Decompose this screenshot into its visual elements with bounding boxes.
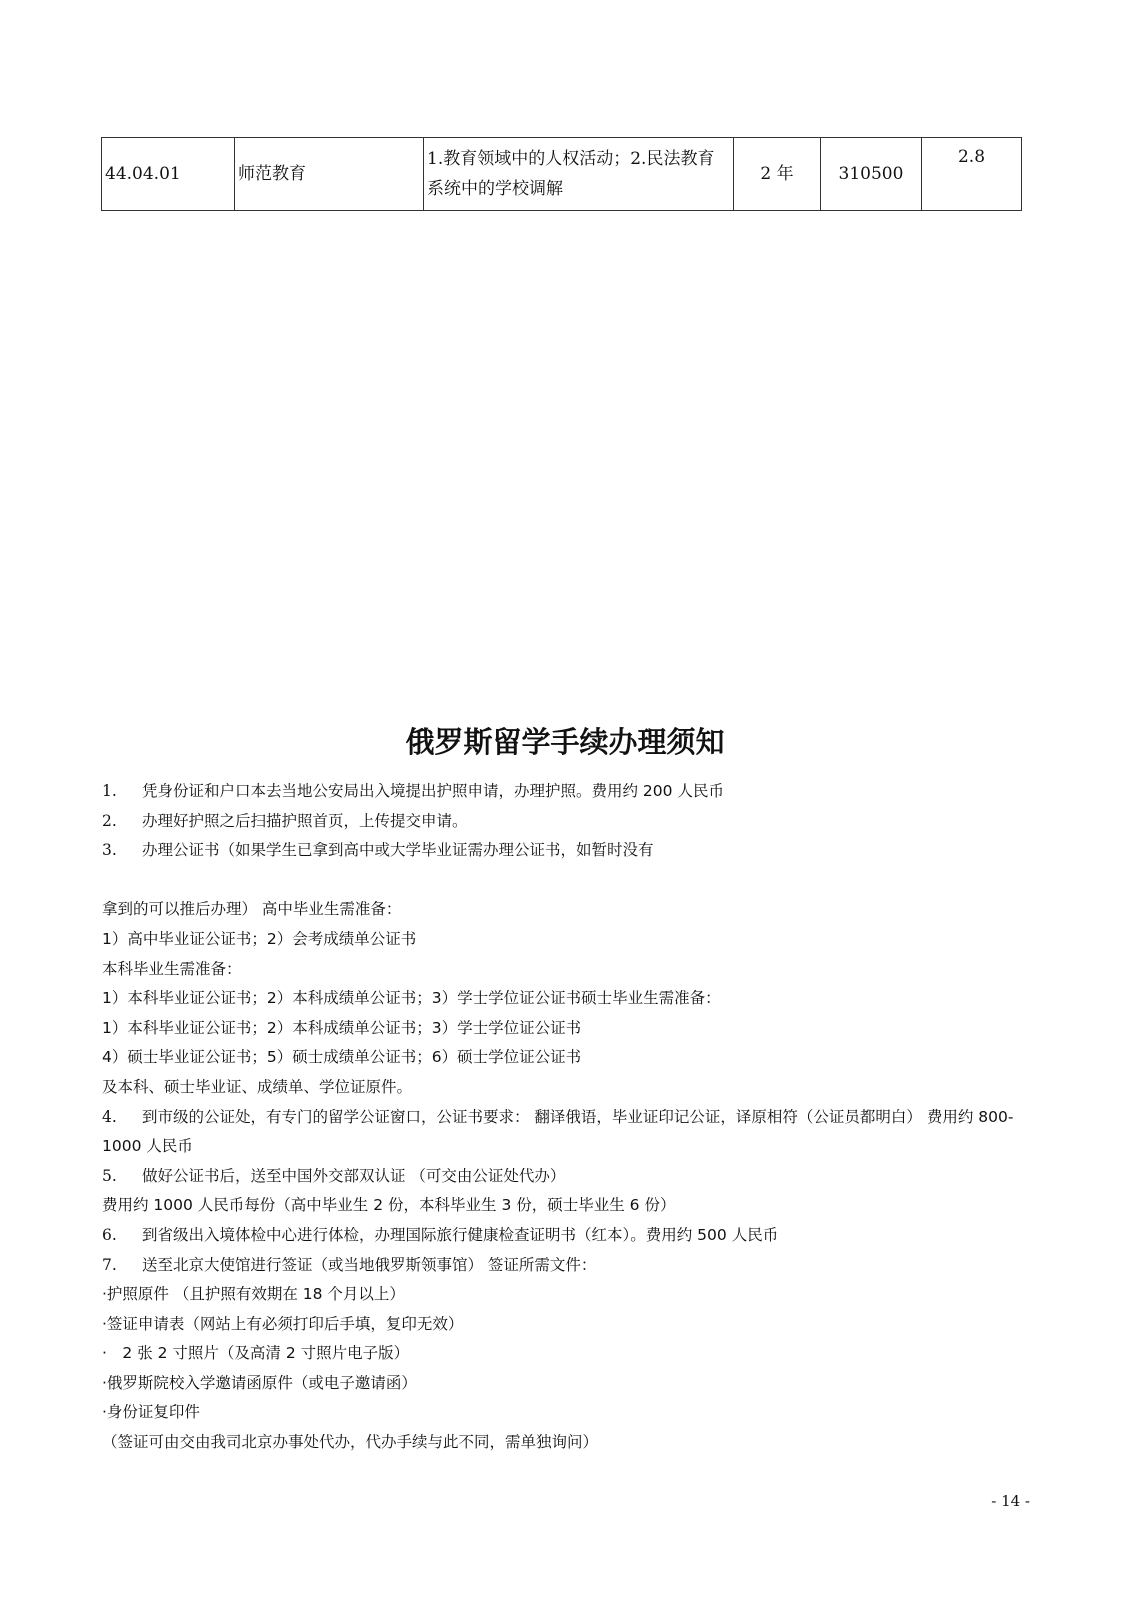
program-major: 师范教育	[235, 138, 424, 211]
step-text: 凭身份证和户口本去当地公安局出入境提出护照申请，办理护照。费用约 200 人民币	[142, 782, 724, 800]
program-score: 2.8	[922, 138, 1022, 211]
step-1	[102, 777, 1032, 807]
step-number: 7.	[102, 1255, 117, 1274]
step-text: 到省级出入境体检中心进行体检，办理国际旅行健康检查证明书（红本）。费用约 500 人民币	[142, 1225, 779, 1244]
notarization-line: 1）本科毕业证公证书；2）本科成绩单公证书；3）学士学位证公证书硕士毕业生需准备：	[102, 989, 721, 1008]
visa-doc-item: ·护照原件 （且护照有效期在 18 个月以上）	[102, 1285, 405, 1304]
notarization-line: 本科毕业生需准备：	[102, 959, 242, 978]
visa-doc-item: ·身份证复印件	[102, 1403, 200, 1422]
step-number: 6.	[102, 1225, 117, 1244]
notarization-line: 4）硕士毕业证公证书；5）硕士成绩单公证书；6）硕士学位证公证书	[102, 1048, 582, 1067]
step-text: 到市级的公证处，有专门的留学公证窗口，公证书要求： 翻译俄语，毕业证印记公证，译原相符（公证员都明白） 费用约 800-1000 人民币	[102, 1107, 1014, 1156]
step-text: 送至北京大使馆进行签证（或当地俄罗斯领事馆） 签证所需文件：	[142, 1255, 597, 1274]
step-text: 办理公证书（如果学生已拿到高中或大学毕业证需办理公证书，如暂时没有	[142, 841, 654, 860]
step-text: 办理好护照之后扫描护照首页，上传提交申请。	[142, 811, 468, 830]
step-number: 1.	[102, 782, 117, 800]
step-number: 4.	[102, 1107, 117, 1126]
program-fee: 310500	[821, 138, 922, 211]
program-direction: 1.教育领域中的人权活动；2.民法教育系统中的学校调解	[424, 138, 734, 211]
step-5-fee: 费用约 1000 人民币每份（高中毕业生 2 份，本科毕业生 3 份，硕士毕业生 6 份）	[102, 1196, 676, 1215]
program-duration: 2 年	[734, 138, 821, 211]
notarization-line: 拿到的可以推后办理） 高中毕业生需准备：	[102, 900, 402, 919]
step-3	[102, 836, 1032, 866]
guide-body	[102, 777, 1032, 1458]
program-table	[101, 137, 1022, 211]
notarization-line: 1）本科毕业证公证书；2）本科成绩单公证书；3）学士学位证公证书	[102, 1018, 582, 1037]
visa-doc-item: ·俄罗斯院校入学邀请函原件（或电子邀请函）	[102, 1373, 417, 1392]
step-6	[102, 1221, 1032, 1251]
step-7	[102, 1251, 1032, 1281]
spacer	[102, 866, 1032, 896]
step-number: 3.	[102, 841, 117, 860]
notarization-line: 及本科、硕士毕业证、成绩单、学位证原件。	[102, 1077, 413, 1096]
notarization-line: 1）高中毕业证公证书；2）会考成绩单公证书	[102, 929, 417, 948]
step-text: 做好公证书后，送至中国外交部双认证 （可交由公证处代办）	[142, 1166, 566, 1185]
program-code: 44.04.01	[102, 138, 235, 211]
step-number: 5.	[102, 1166, 117, 1185]
page-number: - 14 -	[991, 1492, 1030, 1510]
step-number: 2.	[102, 811, 117, 830]
step-2	[102, 807, 1032, 837]
visa-doc-item: ·签证申请表（网站上有必须打印后手填，复印无效）	[102, 1314, 464, 1333]
page-title: 俄罗斯留学手续办理须知	[405, 725, 725, 759]
table-row	[102, 138, 1022, 211]
step-5	[102, 1162, 1032, 1192]
visa-note: （签证可由交由我司北京办事处代办，代办手续与此不同，需单独询问）	[102, 1433, 599, 1452]
visa-doc-item: · 2 张 2 寸照片（及高清 2 寸照片电子版）	[102, 1344, 410, 1363]
step-4	[102, 1103, 1032, 1162]
